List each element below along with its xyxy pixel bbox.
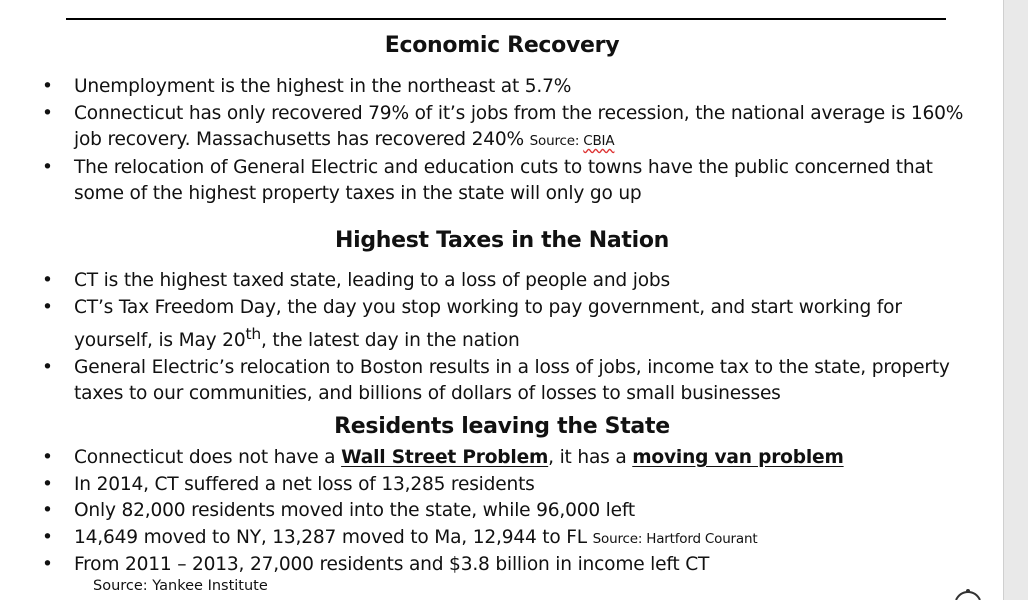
source-citation: Source: [529,133,584,149]
bullet-text: Unemployment is the highest in the northeast at 5.7% [74,76,572,97]
bullet-text: CT is the highest taxed state, leading to a loss of people and jobs [74,270,670,291]
bullet-item [0,74,1004,101]
bullet-item [0,445,1004,472]
highest-taxes-list [0,268,1004,408]
bullet-item [0,498,1004,525]
bullet-text: In 2014, CT suffered a net loss of 13,285 residents [74,473,535,495]
final-source-note: Source: Yankee Institute [93,578,268,594]
bullet-item [0,525,1004,553]
economic-recovery-list [0,74,1004,208]
source-citation: CBIA [583,133,615,149]
source-citation: Source: Hartford Courant [592,530,758,547]
bullet-item [0,355,1004,408]
bullet-text: Connecticut does not have a [74,447,342,468]
heading-highest-taxes: Highest Taxes in the Nation [334,228,670,253]
bullet-text: General Electric’s relocation to Boston results in a loss of jobs, income tax to the state, property taxes to our communities, and billions of dollars of losses to small businesses [74,356,950,405]
bullet-text: Connecticut has only recovered 79% of it’s jobs from the recession, the national average is 160% job recovery. Massachusetts has recovered 240% [74,102,964,150]
bullet-text: 14,649 moved to NY, 13,287 moved to Ma, 12,944 to FL [74,526,593,548]
bullet-text: CT’s Tax Freedom Day, the day you stop working to pay government, and start working for yourself, is May 20 [74,296,902,352]
heading-residents-leaving: Residents leaving the State [334,414,670,439]
bullet-text: , the latest day in the nation [260,330,520,352]
top-rule [66,18,946,20]
residents-leaving-list [0,445,1004,579]
bullet-item [0,295,1004,355]
emphasis-text: Wall Street Problem [341,447,549,468]
heading-economic-recovery: Economic Recovery [384,33,620,58]
bullet-item [0,268,1004,295]
partial-logo-icon [948,588,988,600]
window-edge [1003,0,1028,600]
bullet-item [0,552,1004,579]
bullet-text: Only 82,000 residents moved into the state, while 96,000 left [74,500,635,521]
bullet-item [0,155,1004,208]
bullet-item [0,101,1004,155]
bullet-text: From 2011 – 2013, 27,000 residents and $3.8 billion in income left CT [74,554,710,575]
bullet-text: The relocation of General Electric and education cuts to towns have the public concerned that some of the highest property taxes in the state will only go up [74,156,933,204]
bullet-text: th [245,325,261,343]
emphasis-text: moving van problem [632,447,844,468]
bullet-text: , it has a [548,447,633,468]
bullet-item [0,472,1004,499]
